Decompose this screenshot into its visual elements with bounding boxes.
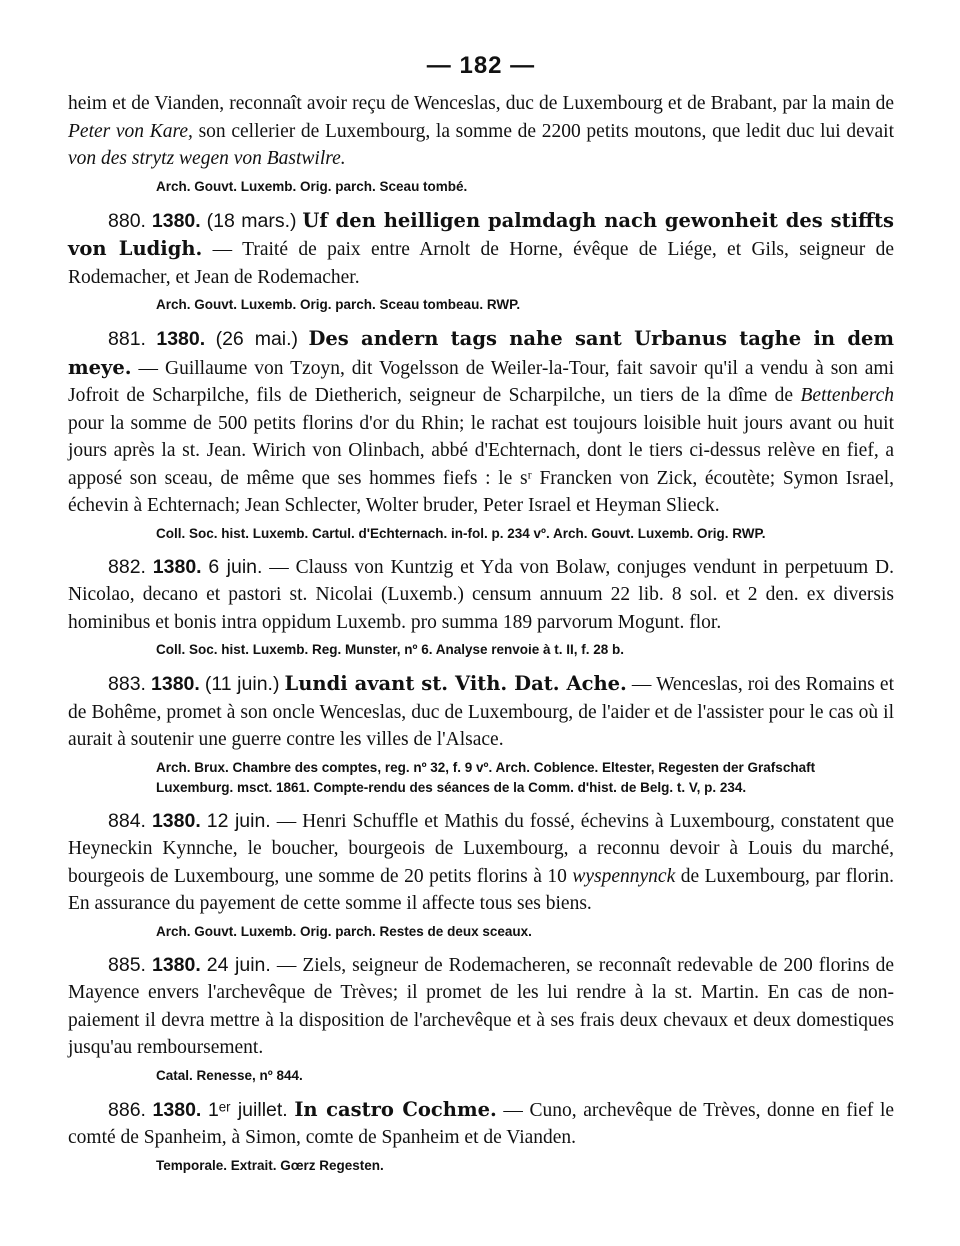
entry-text: de Luxembourg, par florin. En assurance du payement de cette somme il affecte tous ses biens. bbox=[68, 865, 894, 914]
entry-headline: In castro Cochme. bbox=[294, 1097, 497, 1121]
page-number-header: — 182 — bbox=[426, 52, 536, 79]
entry-italic: Bettenberch bbox=[800, 385, 894, 406]
entry-date: (11 juin.) bbox=[204, 673, 280, 695]
entry-number: 884. bbox=[108, 809, 146, 832]
source-citation: Arch. Brux. Chambre des comptes, reg. nº 32, f. 9 vº. Arch. Coblence. Eltester, Regesten der Grafschaft Luxemburg. msct. 1861. Compte-rendu des séances de la Comm. d'hist. de Belg. t. V, p. 234. bbox=[156, 759, 816, 795]
entry-headline: Des andern tags nahe sant Urbanus taghe in dem meye. bbox=[68, 327, 895, 379]
entry-881 bbox=[68, 325, 894, 520]
entry-880 bbox=[68, 207, 894, 292]
entry-text: — Clauss von Kuntzig et Yda von Bolaw, conjuges vendunt in perpetuum D. Nicolao, decano et pastori st. Nicolai (Luxemb.) censum annuum 22 lib. 8 sol. et 2 den. ex diversis hominibus et bonis intra oppidum Luxemb. pro summa 189 parvorum Mogunt. flor. bbox=[68, 556, 895, 633]
entry-884 bbox=[68, 808, 894, 918]
entry-date: (26 mai.) bbox=[215, 328, 299, 350]
continuation-italic: von des strytz wegen von Bastwilre. bbox=[68, 148, 346, 169]
entry-885 bbox=[68, 952, 894, 1062]
source-citation: Catal. Renesse, nº 844. bbox=[156, 1067, 303, 1083]
source-citation: Temporale. Extrait. Gœrz Regesten. bbox=[156, 1157, 384, 1173]
entry-text: — Guillaume von Tzoyn, dit Vogelsson de Weiler-la-Tour, fait savoir qu'il a vendu à son ami Jofroit de Scharpilche, fils de Dietherich, seigneur de Scharpilche, un tiers de la dîme de bbox=[68, 357, 894, 406]
source-citation: Arch. Gouvt. Luxemb. Orig. parch. Sceau tombé. bbox=[156, 178, 468, 194]
continuation-paragraph bbox=[68, 90, 894, 173]
entry-date: 1ᵉʳ juillet. bbox=[207, 1098, 288, 1121]
continuation-text: heim et de Vianden, reconnaît avoir reçu de Wenceslas, duc de Luxembourg et de Brabant, par la main de bbox=[68, 93, 894, 114]
source-citation: Arch. Gouvt. Luxemb. Orig. parch. Sceau tombeau. RWP. bbox=[156, 297, 521, 312]
entry-year: 1380. bbox=[152, 1098, 202, 1121]
source-citation: Coll. Soc. hist. Luxemb. Reg. Munster, nº 6. Analyse renvoie à t. II, f. 28 b. bbox=[156, 642, 625, 657]
entry-year: 1380. bbox=[151, 953, 201, 976]
entry-text: — Ziels, seigneur de Rodemacheren, se reconnaît redevable de 200 florins de Mayence envers l'archevêque de Trèves; il promet de les lui rendre à la st. Martin. En cas de non-paiement il devra mettre à la disposition de l'archevêque et à ses frais deux chevaux et deux domestiques jusqu'au remboursement. bbox=[68, 954, 895, 1058]
entry-text: — Traité de paix entre Arnolt de Horne, évêque de Liége, et Gils, seigneur de Rodemacher, et Jean de Rodemacher. bbox=[68, 239, 894, 288]
entry-number: 885. bbox=[108, 953, 146, 976]
entry-headline: Lundi avant st. Vith. Dat. Ache. bbox=[284, 672, 627, 695]
entry-text: — Wenceslas, roi des Romains et de Bohême, promet à son oncle Wenceslas, duc de Luxembourg, de l'aider et de l'assister pour le cas où il aurait à soutenir une guerre contre les villes de l'Alsace. bbox=[68, 674, 895, 750]
entry-number: 886. bbox=[108, 1098, 146, 1121]
entry-year: 1380. bbox=[151, 673, 200, 695]
source-citation: Coll. Soc. hist. Luxemb. Cartul. d'Echternach. in-fol. p. 234 vº. Arch. Gouvt. Luxemb. Orig. RWP. bbox=[156, 525, 766, 541]
entry-date: (18 mars.) bbox=[206, 209, 297, 232]
entry-text: — Henri Schuffle et Mathis du fossé, échevins à Luxembourg, constatent que Heyneckin Kynnche, le boucher, bourgeois de Luxembourg, a reconnu devoir à Louis du marché, bourgeois de Luxembourg, une somme de 20 petits florins à 10 bbox=[68, 810, 895, 887]
entry-number: 880. bbox=[108, 209, 146, 232]
entry-text: — Cuno, archevêque de Trèves, donne en fief le comté de Spanheim, à Simon, comte de Spanheim et de Vianden. bbox=[68, 1099, 895, 1148]
continuation-text: son cellerier de Luxembourg, la somme de 2200 petits moutons, que ledit duc lui devait bbox=[192, 120, 894, 142]
entry-headline: Uf den heilligen palmdagh nach gewonheit des stiffts von Ludigh. bbox=[68, 208, 894, 260]
entry-number: 881. bbox=[108, 328, 146, 350]
entry-883 bbox=[68, 670, 894, 754]
entry-year: 1380. bbox=[152, 555, 202, 578]
document-page bbox=[68, 52, 894, 1186]
source-citation: Arch. Gouvt. Luxemb. Orig. parch. Restes de deux sceaux. bbox=[156, 923, 532, 939]
entry-year: 1380. bbox=[151, 209, 201, 232]
entry-year: 1380. bbox=[151, 809, 201, 832]
entry-italic: wyspennynck bbox=[572, 865, 676, 887]
continuation-italic: Peter von Kare, bbox=[68, 120, 193, 142]
entry-text: pour la somme de 500 petits florins d'or du Rhin; le rachat est toujours loisible huit jours avant ou huit jours après la st. Jean. Wirich von Olinbach, abbé d'Echternach, dont le tiers ci-dessus relève en fief, a apposé son sceau, de même que ses hommes fiefs : le sʳ Francken von Zick, écoutète; Symon Israel, échevin à Echternach; Jean Schlecter, Wolter bruder, Peter Israel et Heyman Slieck. bbox=[68, 412, 894, 516]
entry-date: 12 juin. bbox=[206, 809, 271, 832]
entry-date: 6 juin. bbox=[208, 555, 263, 578]
entry-year: 1380. bbox=[156, 328, 206, 350]
entry-882 bbox=[68, 554, 894, 637]
entry-886 bbox=[68, 1096, 894, 1152]
entry-date: 24 juin. bbox=[206, 953, 271, 976]
entry-number: 883. bbox=[108, 673, 146, 695]
entry-number: 882. bbox=[108, 555, 146, 578]
